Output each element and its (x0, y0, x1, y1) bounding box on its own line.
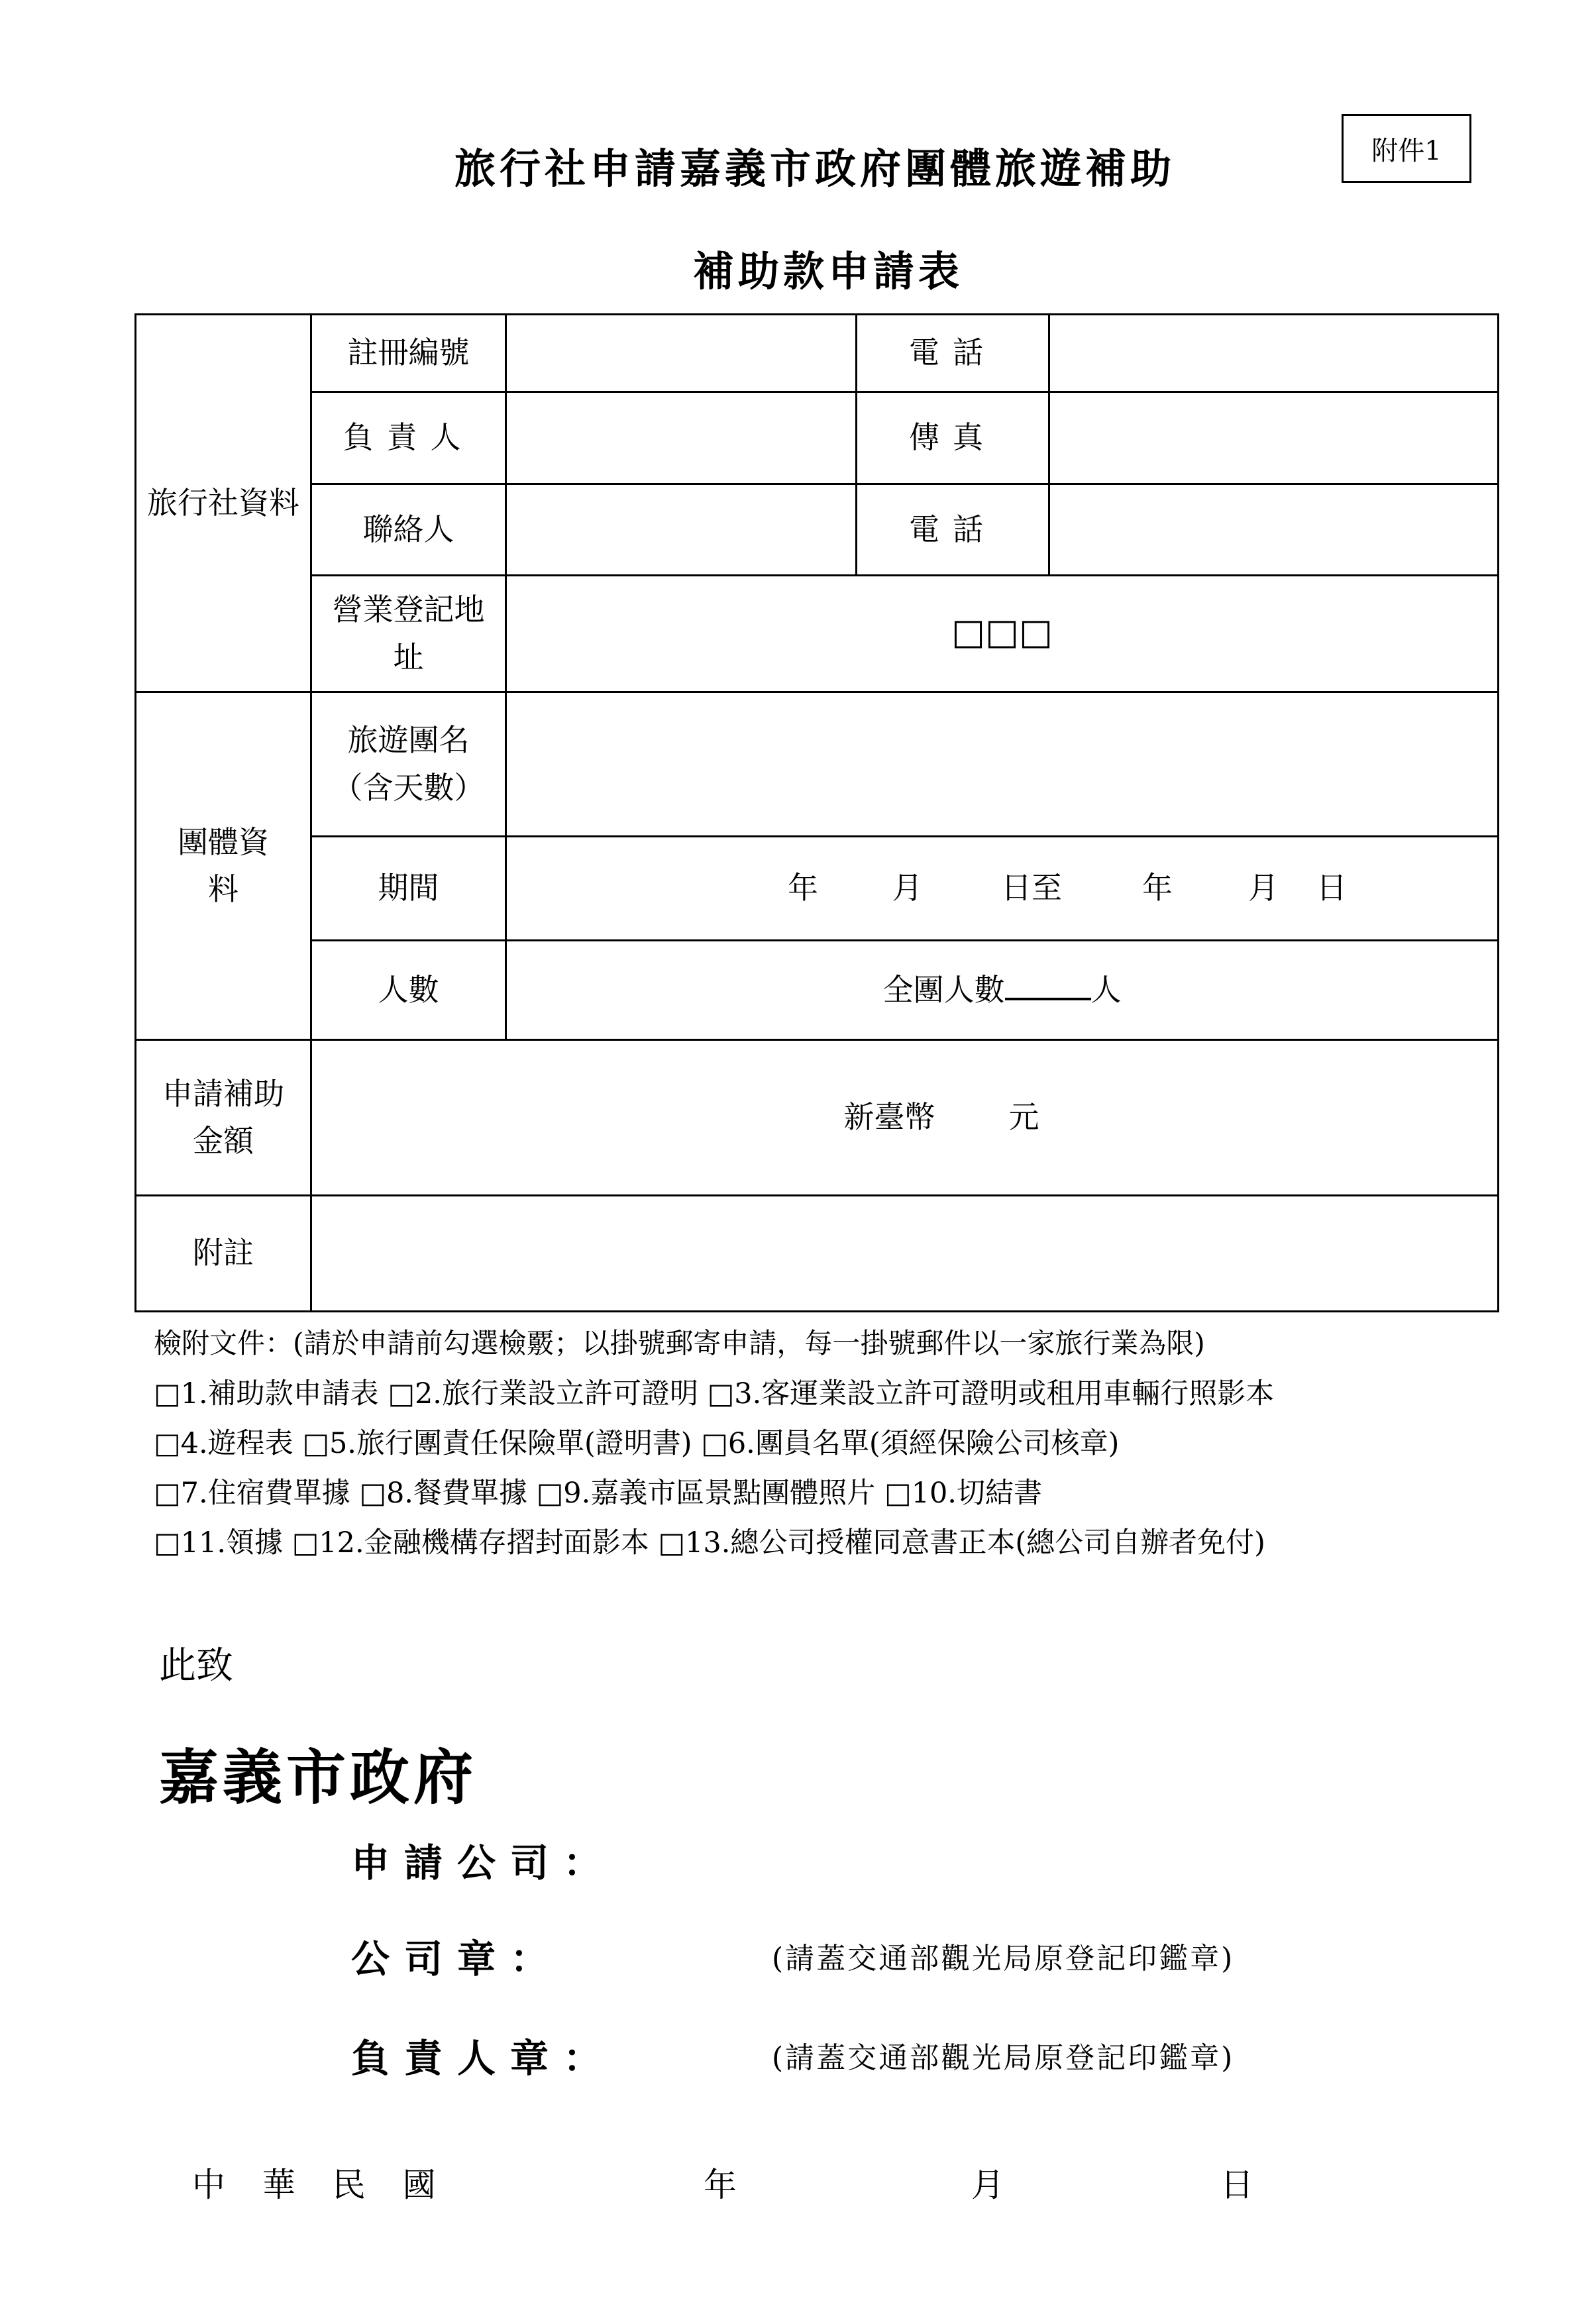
form-subtitle: 補助款申請表 (692, 247, 963, 295)
date-era: 中 華 民 國 (192, 2166, 449, 2204)
period-label: 期間 (311, 837, 506, 941)
attachments-line-3[interactable]: □7.住宿費單據 □8.餐費單據 □9.嘉義市區景點團體照片 □10.切結書 (154, 1477, 1042, 1510)
owner-label: 負責人 (311, 392, 506, 484)
greeting: 此致 (159, 1644, 233, 1687)
company-seal-label: 公司章： (351, 1936, 564, 1981)
attachments-line-1[interactable]: □1.補助款申請表 □2.旅行業設立許可證明 □3.客運業設立許可證明或租用車輛行照影本 (154, 1377, 1275, 1410)
remarks-field[interactable] (311, 1196, 1499, 1312)
address-label: 營業登記地址 (311, 576, 506, 692)
date-month: 月 (971, 2166, 1004, 2204)
postal-code-boxes[interactable]: □□□ (951, 610, 1053, 653)
period-month2: 月 (1248, 870, 1279, 906)
phone-field[interactable] (1049, 315, 1499, 392)
group-section-label: 團體資料 (136, 692, 311, 1040)
attachments-line-2[interactable]: □4.遊程表 □5.旅行團責任保險單(證明書) □6.團員名單(須經保險公司核章) (154, 1427, 1120, 1460)
phone-label: 電話 (857, 315, 1049, 392)
annex-label: 附件1 (1342, 114, 1471, 183)
contact-label: 聯絡人 (311, 484, 506, 576)
company-label: 申請公司： (351, 1840, 617, 1885)
date-day: 日 (1220, 2166, 1253, 2204)
fax-label: 傳真 (857, 392, 1049, 484)
remarks-label: 附註 (136, 1196, 311, 1312)
period-year2: 年 (1142, 870, 1173, 906)
owner-seal-note: (請蓋交通部觀光局原登記印鑑章) (772, 2041, 1235, 2075)
attachments-header: 檢附文件：(請於申請前勾選檢覈；以掛號郵寄申請，每一掛號郵件以一家旅行業為限) (154, 1327, 1205, 1359)
fax-field[interactable] (1049, 392, 1499, 484)
period-day2: 日 (1316, 870, 1347, 906)
company-seal-note: (請蓋交通部觀光局原登記印鑑章) (772, 1942, 1235, 1976)
phone2-label: 電話 (857, 484, 1049, 576)
date-year: 年 (704, 2166, 737, 2204)
period-year1: 年 (788, 870, 818, 906)
count-field[interactable]: 全團人數 人 (506, 941, 1499, 1040)
period-day-to: 日至 (1001, 870, 1062, 906)
reg-no-label: 註冊編號 (311, 315, 506, 392)
owner-seal-label: 負責人章： (351, 2036, 617, 2081)
recipient: 嘉義市政府 (159, 1742, 477, 1813)
owner-field[interactable] (506, 392, 857, 484)
tour-name-field[interactable] (506, 692, 1499, 837)
period-field[interactable] (506, 837, 1499, 941)
form-title: 旅行社申請嘉義市政府團體旅遊補助 (454, 144, 1175, 193)
period-month1: 月 (892, 870, 923, 906)
amount-field[interactable]: 新臺幣 元 (311, 1040, 1499, 1196)
agency-section-label: 旅行社資料 (136, 315, 311, 692)
application-form-table (134, 313, 1499, 1312)
tour-name-label: 旅遊團名（含天數） (311, 692, 506, 837)
count-blank[interactable] (1005, 971, 1091, 1000)
count-label: 人數 (311, 941, 506, 1040)
contact-field[interactable] (506, 484, 857, 576)
amount-label: 申請補助金額 (136, 1040, 311, 1196)
phone2-field[interactable] (1049, 484, 1499, 576)
attachments-line-4[interactable]: □11.領據 □12.金融機構存摺封面影本 □13.總公司授權同意書正本(總公司自辦者免付) (154, 1526, 1265, 1559)
reg-no-field[interactable] (506, 315, 857, 392)
address-field[interactable] (506, 576, 1499, 692)
